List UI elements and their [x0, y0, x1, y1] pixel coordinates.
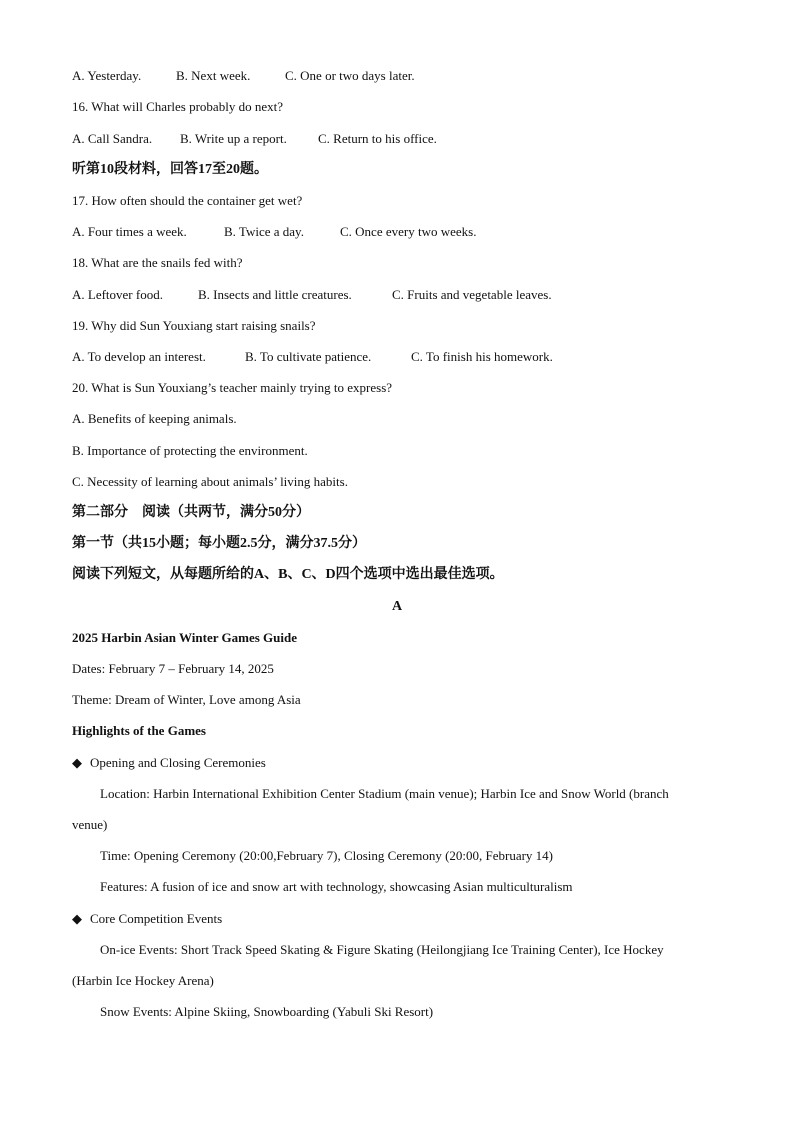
ceremony-features: Features: A fusion of ice and snow art with technology, showcasing Asian multiculturalism [100, 879, 573, 894]
q16-question: 16. What will Charles probably do next? [72, 99, 283, 114]
q16-option-a: A. Call Sandra. [72, 131, 153, 146]
q20-option-a: A. Benefits of keeping animals. [72, 411, 237, 426]
q16-option-c: C. Return to his office. [318, 131, 437, 146]
snow-events: Snow Events: Alpine Skiing, Snowboarding (Yabuli Ski Resort) [100, 1004, 434, 1019]
highlights-heading: Highlights of the Games [72, 723, 206, 738]
q17-option-c: C. Once every two weeks. [340, 224, 477, 239]
q15-option-b: B. Next week. [176, 68, 251, 83]
q17-options [72, 224, 476, 240]
guide-dates: Dates: February 7 – February 14, 2025 [72, 661, 274, 676]
q20-question: 20. What is Sun Youxiang’s teacher mainly trying to express? [72, 380, 393, 395]
diamond-bullet-icon: ◆ [72, 911, 82, 926]
events-heading: Core Competition Events [90, 911, 223, 926]
q18-option-b: B. Insects and little creatures. [198, 287, 352, 302]
ceremonies-heading-line [72, 755, 266, 771]
q15-option-a: A. Yesterday. [72, 68, 142, 83]
guide-theme: Theme: Dream of Winter, Love among Asia [72, 692, 301, 707]
guide-title: 2025 Harbin Asian Winter Games Guide [72, 630, 298, 645]
part2-heading: 第二部分 阅读（共两节，满分50分） [72, 505, 310, 520]
ceremony-time: Time: Opening Ceremony (20:00,February 7), Closing Ceremony (20:00, February 14) [100, 848, 554, 863]
location-line-2: venue) [72, 817, 108, 832]
q18-options [72, 287, 552, 303]
onice-events-line-2: (Harbin Ice Hockey Arena) [72, 973, 214, 988]
q19-question: 19. Why did Sun Youxiang start raising snails? [72, 318, 316, 333]
location-line-1: Location: Harbin International Exhibition Center Stadium (main venue); Harbin Ice and Snow World (branch [100, 786, 669, 801]
onice-events-line-1: On-ice Events: Short Track Speed Skating & Figure Skating (Heilongjiang Ice Training Center), Ice Hockey [100, 942, 664, 957]
q18-question: 18. What are the snails fed with? [72, 255, 243, 270]
q17-question: 17. How often should the container get wet? [72, 193, 303, 208]
q19-option-c: C. To finish his homework. [411, 349, 553, 364]
q19-option-b: B. To cultivate patience. [245, 349, 372, 364]
q19-options [72, 349, 553, 365]
section10-heading: 听第10段材料，回答17至20题。 [72, 162, 268, 177]
passage-label: A [391, 599, 403, 614]
q19-option-a: A. To develop an interest. [72, 349, 206, 364]
q16-option-b: B. Write up a report. [180, 131, 287, 146]
q20-option-c: C. Necessity of learning about animals’ living habits. [72, 474, 348, 489]
reading-instruction: 阅读下列短文，从每题所给的A、B、C、D四个选项中选出最佳选项。 [72, 567, 504, 582]
q15-option-c: C. One or two days later. [285, 68, 415, 83]
q18-option-c: C. Fruits and vegetable leaves. [392, 287, 552, 302]
q15-options [72, 68, 415, 84]
q17-option-b: B. Twice a day. [224, 224, 304, 239]
section1-heading: 第一节（共15小题；每小题2.5分，满分37.5分） [72, 536, 366, 551]
q18-option-a: A. Leftover food. [72, 287, 163, 302]
diamond-bullet-icon: ◆ [72, 755, 82, 770]
q16-options [72, 131, 437, 147]
q20-option-b: B. Importance of protecting the environment. [72, 443, 308, 458]
q17-option-a: A. Four times a week. [72, 224, 187, 239]
ceremonies-heading: Opening and Closing Ceremonies [90, 755, 266, 770]
events-heading-line [72, 911, 222, 927]
